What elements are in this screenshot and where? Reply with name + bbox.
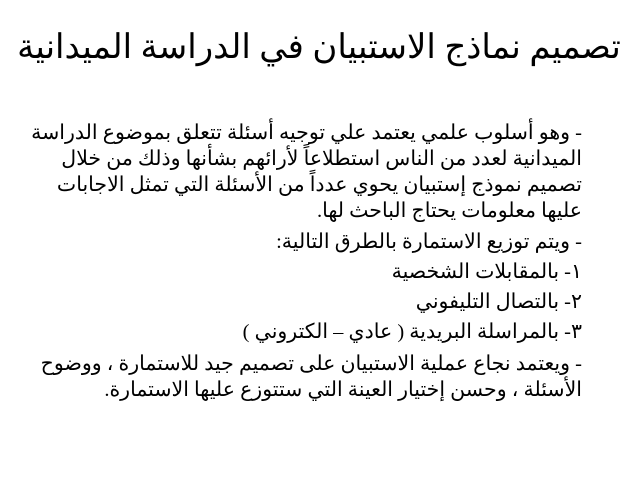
success-line-2: الأسئلة ، وحسن إختيار العينة التي ستتوزع عليها الاستمارة.	[104, 379, 582, 401]
distribution-intro: - ويتم توزيع الاستمارة بالطرق التالية:	[276, 231, 582, 253]
method-item-1: ١- بالمقابلات الشخصية	[391, 261, 582, 283]
method-item-3: ٣- بالمراسلة البريدية ( عادي – الكتروني )	[242, 321, 582, 343]
method-item-2: ٢- بالتصال التليفوني	[415, 291, 582, 313]
paragraph-line-1: - وهو أسلوب علمي يعتمد علي توجيه أسئلة تتعلق بموضوع الدراسة	[31, 122, 582, 144]
slide-title: تصميم نماذج الاستبيان في الدراسة الميدانية	[17, 29, 621, 66]
success-line-1: - ويعتمد نجاع عملية الاستبيان على تصميم جيد للاستمارة ، ووضوح	[40, 353, 582, 375]
paragraph-line-2: الميدانية لعدد من الناس استطلاعاً لأرائهم بشأنها وذلك من خلال	[61, 148, 582, 170]
paragraph-line-3: تصميم نموذج إستبيان يحوي عدداً من الأسئلة التي تمثل الاجابات	[56, 174, 582, 196]
paragraph-line-4: عليها معلومات يحتاج الباحث لها.	[316, 200, 582, 222]
